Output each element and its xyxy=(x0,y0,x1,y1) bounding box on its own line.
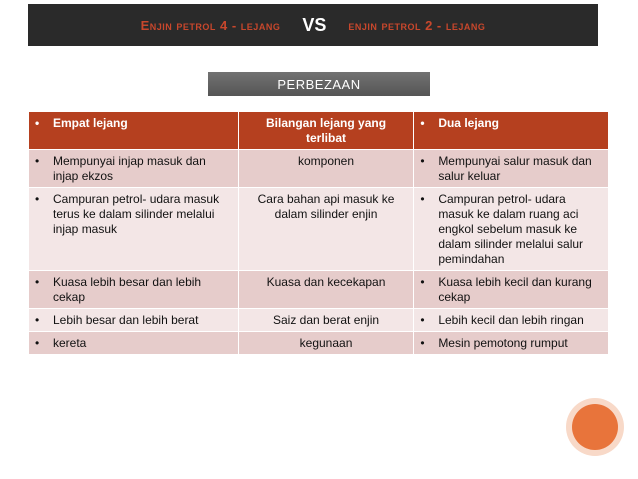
bullet: • xyxy=(35,192,40,206)
header-cell-four-stroke: • Empat lejang xyxy=(29,112,239,150)
bullet: • xyxy=(420,336,425,350)
header-cell-two-stroke: • Dua lejang xyxy=(414,112,609,150)
table-row: • Kuasa lebih besar dan lebih cekap Kuasa dan kecekapan • Kuasa lebih kecil dan kurang cekap xyxy=(29,271,609,309)
table-row: • Mempunyai injap masuk dan injap ekzos komponen • Mempunyai salur masuk dan salur keluar xyxy=(29,150,609,188)
table-row: • Campuran petrol- udara masuk terus ke dalam silinder melalui injap masuk Cara bahan api masuk ke dalam silinder enjin • Campuran petrol- udara masuk ke dalam ruang aci engkol sebelum masuk ke dalam silinder melalui salur pemindahan xyxy=(29,188,609,271)
decorative-circle xyxy=(572,404,618,450)
table-row: • Lebih besar dan lebih berat Saiz dan berat enjin • Lebih kecil dan lebih ringan xyxy=(29,309,609,332)
table-header-row xyxy=(29,112,609,150)
title-right: enjin petrol 2 - lejang xyxy=(348,17,486,33)
title-left: Enjin petrol 4 - lejang xyxy=(140,17,281,33)
subtitle-badge: PERBEZAAN xyxy=(208,72,430,96)
title-vs: VS xyxy=(302,14,327,35)
bullet: • xyxy=(35,313,40,327)
header-cell-criteria: Bilangan lejang yang terlibat xyxy=(238,112,414,150)
comparison-table xyxy=(28,111,609,355)
bullet: • xyxy=(420,116,425,130)
bullet: • xyxy=(35,116,40,130)
bullet: • xyxy=(420,192,425,206)
bullet: • xyxy=(35,336,40,350)
bullet: • xyxy=(420,275,425,289)
bullet: • xyxy=(420,313,425,327)
title-bar xyxy=(28,4,598,46)
bullet: • xyxy=(420,154,425,168)
bullet: • xyxy=(35,275,40,289)
table-row: • kereta kegunaan • Mesin pemotong rumput xyxy=(29,332,609,355)
bullet: • xyxy=(35,154,40,168)
